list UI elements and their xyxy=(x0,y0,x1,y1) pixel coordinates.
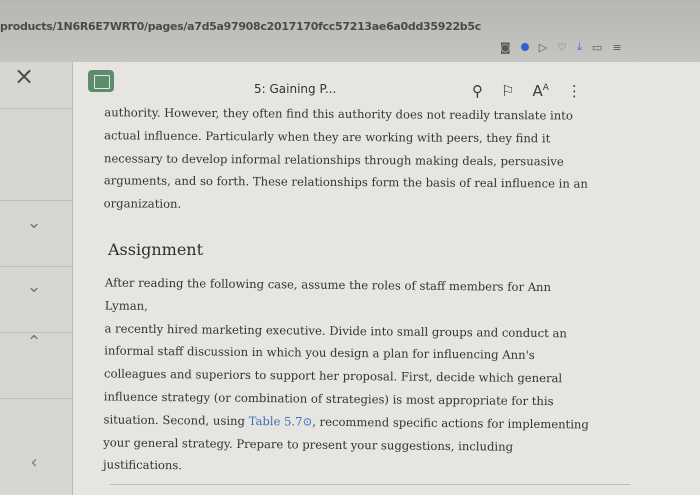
download-icon[interactable]: ⤓ xyxy=(577,40,582,53)
text-line: organization. xyxy=(103,196,182,212)
browser-toolbar xyxy=(0,0,700,62)
chevron-down-icon[interactable]: ⌄ xyxy=(26,276,42,297)
external-link-icon[interactable]: ⊙ xyxy=(302,414,313,429)
top-paragraph xyxy=(104,101,595,218)
text-span: situation. Second, using xyxy=(103,412,249,428)
play-icon[interactable]: ▷ xyxy=(538,40,548,54)
chevron-left-icon[interactable]: ‹ xyxy=(30,452,38,473)
menu-icon[interactable]: ≡ xyxy=(612,40,622,54)
more-icon[interactable]: ⋮ xyxy=(566,82,582,100)
sidebar-divider xyxy=(0,108,72,109)
text-line: influence strategy (or combination of strategies) is most appropriate for this xyxy=(103,389,554,409)
chevron-up-icon[interactable]: ⌃ xyxy=(26,332,42,353)
text-line: arguments, and so forth. These relationships form the basis of real influence in an xyxy=(103,173,588,192)
book-icon[interactable] xyxy=(88,70,114,92)
text-line: colleagues and superiors to support her proposal. First, decide which general xyxy=(103,366,563,386)
chevron-down-icon[interactable]: ⌄ xyxy=(26,212,42,233)
assignment-paragraph xyxy=(103,271,595,481)
text-span: , recommend specific actions for implementing xyxy=(312,414,589,432)
extension-icon[interactable]: ▭ xyxy=(591,40,603,54)
reader-toolbar xyxy=(472,82,582,100)
text-line: actual influence. Particularly when they are working with peers, they find it xyxy=(104,128,551,146)
chapter-title: 5: Gaining P... xyxy=(254,82,337,96)
text-size-icon[interactable]: $A^A$ xyxy=(532,82,549,100)
text-line: a recently hired marketing executive. Divide into small groups and conduct an xyxy=(104,321,567,340)
record-icon[interactable] xyxy=(521,43,529,51)
sidebar-divider xyxy=(0,200,72,201)
divider xyxy=(110,484,630,485)
heart-icon[interactable]: ♡ xyxy=(557,40,568,54)
screenshot-icon[interactable]: ◙ xyxy=(500,40,511,54)
table-reference-link[interactable]: Table 5.7 xyxy=(248,413,303,429)
assignment-heading: Assignment xyxy=(108,240,204,259)
close-icon[interactable]: × xyxy=(14,62,35,90)
text-line: informal staff discussion in which you design a plan for influencing Ann's xyxy=(104,343,535,363)
text-line: After reading the following case, assume the roles of staff members for Ann Lyman, xyxy=(104,275,552,313)
text-line: necessary to develop informal relationships through making deals, persuasive xyxy=(103,150,564,169)
sidebar xyxy=(0,62,73,495)
sidebar-divider xyxy=(0,398,72,399)
search-icon[interactable]: ⚲ xyxy=(472,82,483,100)
bookmark-icon[interactable]: ⚐ xyxy=(501,82,515,100)
text-line: your general strategy. Prepare to present your suggestions, including justifications. xyxy=(102,435,514,473)
sidebar-divider xyxy=(0,266,72,267)
text-line: authority. However, they often find this authority does not readily translate into xyxy=(104,105,573,123)
browser-toolbar-icons xyxy=(500,40,622,54)
url-bar[interactable]: products/1N6R6E7WRT0/pages/a7d5a97908c2017170fcc57213ae6a0dd35922b5c xyxy=(0,20,481,33)
